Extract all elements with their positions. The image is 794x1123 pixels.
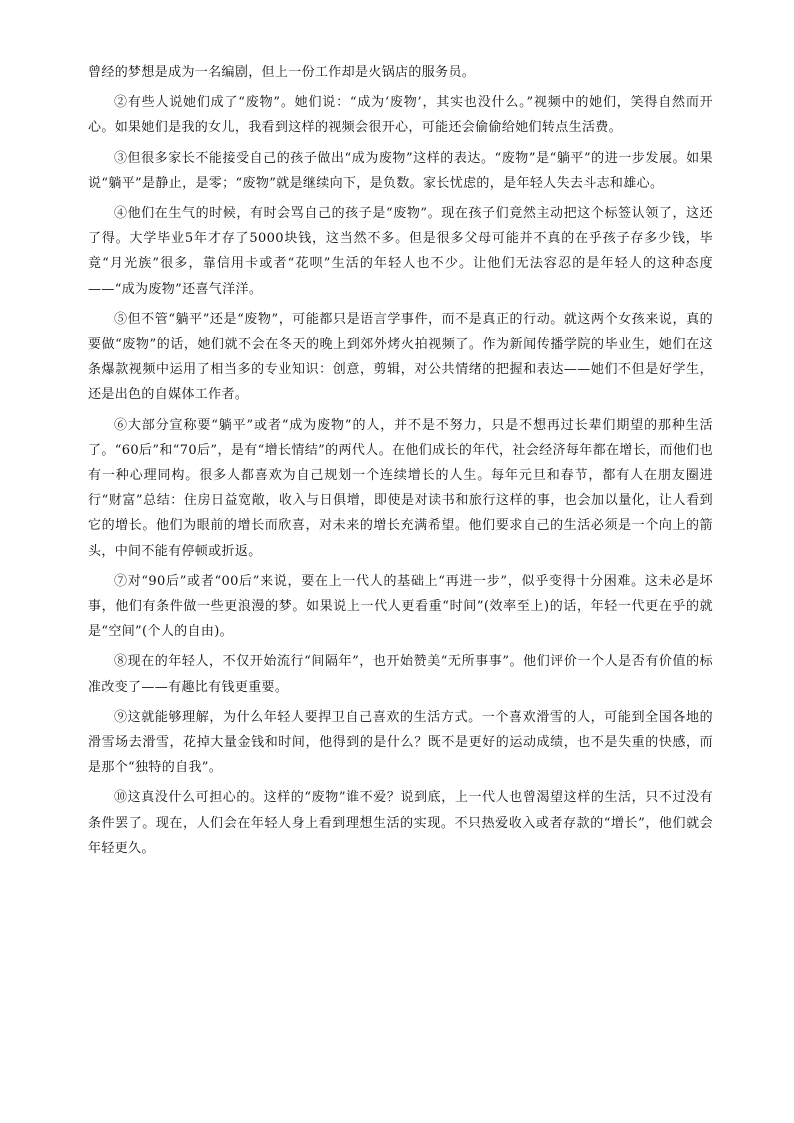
paragraph-2: ②有些人说她们成了“废物”。她们说：“成为‘废物’，其实也没什么。”视频中的她们，笑得自然而开心。如果她们是我的女儿，我看到这样的视频会很开心，可能还会偷偷给她们转点生活费。: [88, 95, 713, 136]
paragraph-5: ⑤但不管“躺平”还是“废物”，可能都只是语言学事件，而不是真正的行动。就这两个女孩来说，真的要做“废物”的话，她们就不会在冬天的晚上到郊外烤火拍视频了。作为新闻传播学院的毕业生，她们在这条爆款视频中运用了相当多的专业知识：创意，剪辑，对公共情绪的把握和表达——她们不但是好学生，还是出色的自媒体工作者。: [88, 311, 713, 403]
paragraph-6: ⑥大部分宣称要“躺平”或者“成为废物”的人，并不是不努力，只是不想再过长辈们期望的那种生活了。“60后”和“70后”，是有“增长情结”的两代人。在他们成长的年代，社会经济每年都在增长，而他们也有一种心理同构。很多人都喜欢为自己规划一个连续增长的人生。每年元旦和春节，都有人在朋友圈进行“财富”总结：住房日益宽敞，收入与日俱增，即使是对读书和旅行这样的事，也会加以量化，让人看到它的增长。他们为眼前的增长而欣喜，对未来的增长充满希望。他们要求自己的生活必须是一个向上的箭头，中间不能有停顿或折返。: [88, 417, 713, 559]
paragraph-7: ⑦对“90后”或者“00后”来说，要在上一代人的基础上“再进一步”，似乎变得十分困难。这未必是坏事，他们有条件做一些更浪漫的梦。如果说上一代人更看重“时间”(效率至上)的话，年轻一代更在乎的就是“空间”(个人的自由)。: [88, 573, 713, 640]
paragraph-10: ⑩这真没什么可担心的。这样的“废物”谁不爱？说到底，上一代人也曾渴望这样的生活，只不过没有条件罢了。现在，人们会在年轻人身上看到理想生活的实现。不只热爱收入或者存款的“增长”，他们就会年轻更久。: [88, 790, 713, 856]
paragraph-9: ⑨这就能够理解，为什么年轻人要捍卫自己喜欢的生活方式。一个喜欢滑雪的人，可能到全国各地的滑雪场去滑雪，花掉大量金钱和时间，他得到的是什么？既不是更好的运动成绩，也不是失重的快感，而是那个“独特的自我”。: [88, 709, 713, 776]
paragraph-4: ④他们在生气的时候，有时会骂自己的孩子是“废物”。现在孩子们竟然主动把这个标签认领了，这还了得。大学毕业5年才存了5000块钱，这当然不多。但是很多父母可能并不真的在乎孩子存多少钱，毕竟“月光族”很多，靠信用卡或者“花呗”生活的年轻人也不少。让他们无法容忍的是年轻人的这种态度——“成为废物”还喜气洋洋。: [88, 206, 713, 297]
paragraph-continued: 曾经的梦想是成为一名编剧，但上一份工作却是火锅店的服务员。: [88, 65, 476, 80]
document-page: [88, 60, 713, 866]
paragraph-3: ③但很多家长不能接受自己的孩子做出“成为废物”这样的表达。“废物”是“躺平”的进一步发展。如果说“躺平”是静止，是零；“废物”就是继续向下，是负数。家长忧虑的，是年轻人失去斗志和雄心。: [88, 150, 713, 191]
paragraph-8: ⑧现在的年轻人，不仅开始流行“间隔年”，也开始赞美“无所事事”。他们评价一个人是否有价值的标准改变了——有趣比有钱更重要。: [88, 654, 713, 695]
